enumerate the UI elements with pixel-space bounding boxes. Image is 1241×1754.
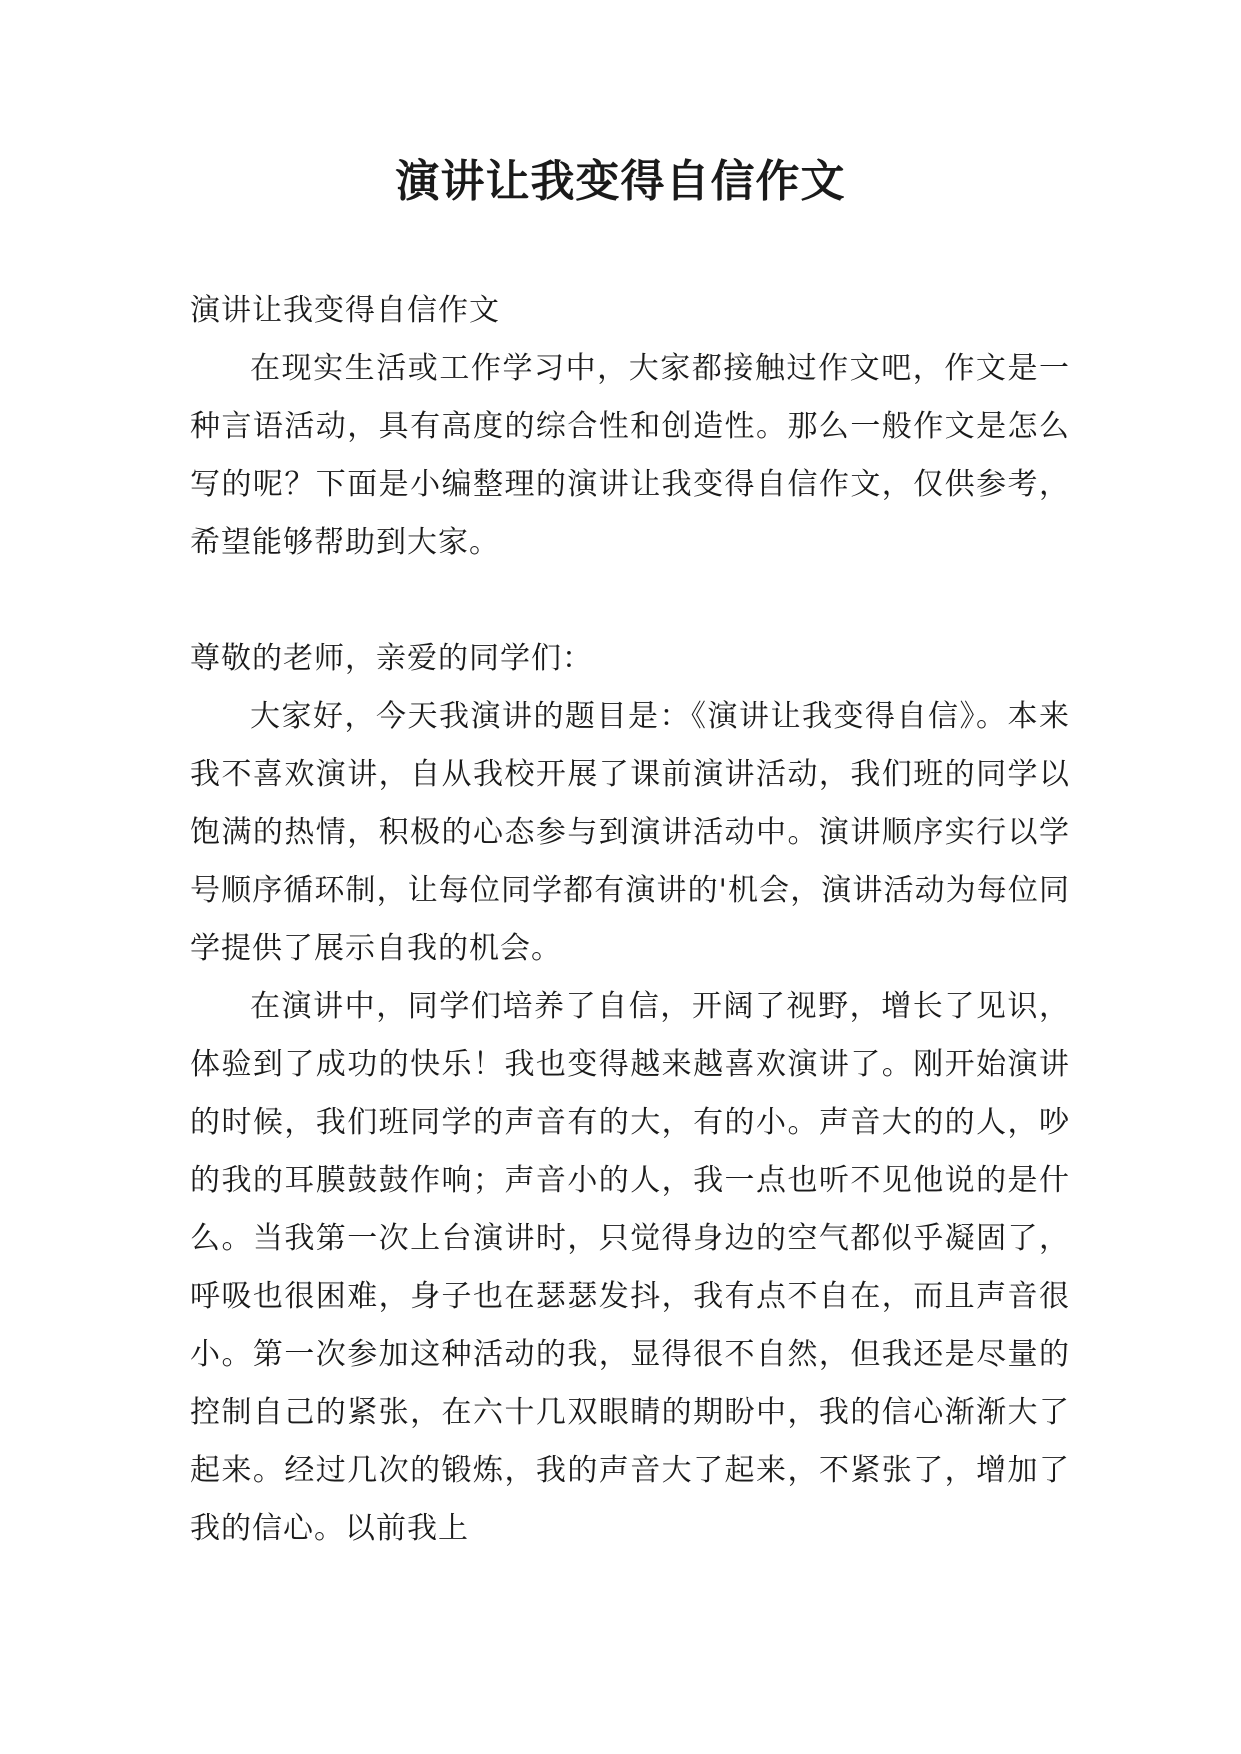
salutation: 尊敬的老师，亲爱的同学们： xyxy=(190,641,593,676)
body-paragraph-1: 大家好，今天我演讲的题目是：《演讲让我变得自信》。本来我不喜欢演讲，自从我校开展了课前演讲活动，我们班的同学以饱满的热情，积极的心态参与到演讲活动中。演讲顺序实行以学号顺序循环制，让每位同学都有演讲的'机会，演讲活动为每位同学提供了展示自我的机会。 xyxy=(190,699,1070,966)
document-body xyxy=(190,282,1070,1558)
paragraph-gap xyxy=(190,572,1070,630)
intro-paragraph: 在现实生活或工作学习中，大家都接触过作文吧，作文是一种言语活动，具有高度的综合性和创造性。那么一般作文是怎么写的呢？下面是小编整理的演讲让我变得自信作文，仅供参考，希望能够帮助到大家。 xyxy=(190,351,1070,560)
article-heading: 演讲让我变得自信作文 xyxy=(190,293,500,328)
document-title: 演讲让我变得自信作文 xyxy=(395,156,846,207)
body-paragraph-2: 在演讲中，同学们培养了自信，开阔了视野，增长了见识，体验到了成功的快乐！我也变得越来越喜欢演讲了。刚开始演讲的时候，我们班同学的声音有的大，有的小。声音大的的人，吵的我的耳膜鼓鼓作响；声音小的人，我一点也听不见他说的是什么。当我第一次上台演讲时，只觉得身边的空气都似乎凝固了，呼吸也很困难，身子也在瑟瑟发抖，我有点不自在，而且声音很小。第一次参加这种活动的我，显得很不自然，但我还是尽量的控制自己的紧张，在六十几双眼睛的期盼中，我的信心渐渐大了起来。经过几次的锻炼，我的声音大了起来，不紧张了，增加了我的信心。以前我上 xyxy=(190,989,1070,1546)
